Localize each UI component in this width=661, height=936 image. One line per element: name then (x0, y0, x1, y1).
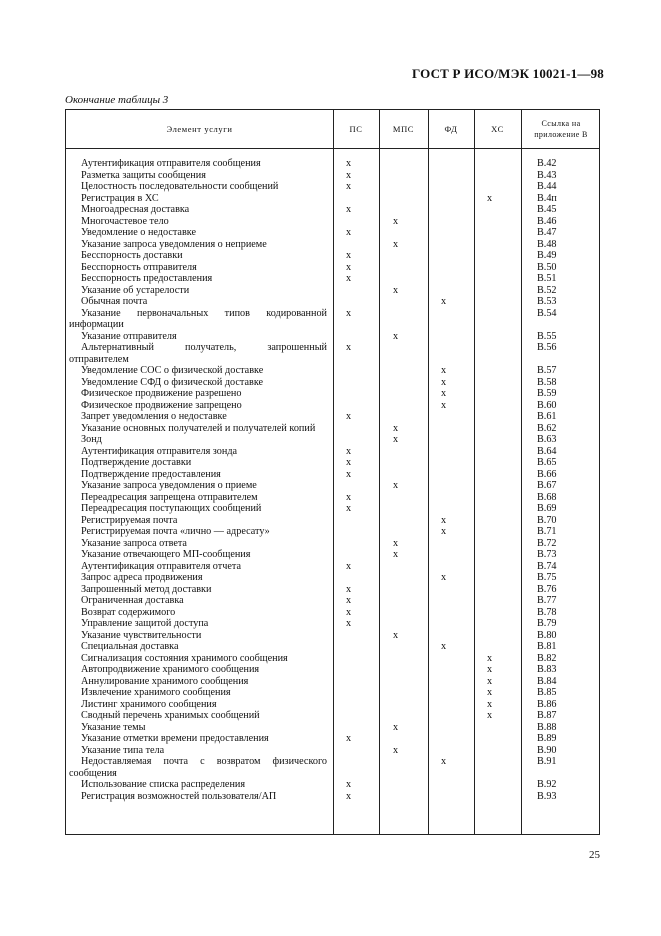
mark-ps: x (346, 342, 352, 353)
mark-fd: x (441, 756, 447, 767)
service-element-name: Ограниченная доставка (81, 595, 184, 606)
table-row (66, 469, 601, 481)
appendix-reference: B.65 (537, 457, 557, 468)
mark-fd: x (441, 388, 447, 399)
table-row (66, 641, 601, 653)
service-element-name: Аутентификация отправителя зонда (81, 445, 238, 457)
appendix-reference: B.49 (537, 250, 557, 261)
mark-fd: x (441, 641, 447, 652)
table-row (66, 503, 601, 515)
header-divider (66, 148, 599, 149)
service-element-name: Целостность последовательности сообщений (81, 181, 279, 192)
mark-ps: x (346, 618, 352, 629)
service-element-name: Разметка защиты сообщения (81, 169, 206, 181)
column-header-ps: ПС (349, 123, 363, 134)
mark-xs: x (487, 698, 493, 710)
appendix-reference: B.44 (537, 181, 557, 192)
mark-mps: x (393, 215, 399, 227)
appendix-reference: B.84 (537, 675, 557, 687)
appendix-reference: B.43 (537, 169, 557, 181)
appendix-reference: B.46 (537, 215, 557, 227)
mark-ps: x (346, 560, 352, 572)
appendix-reference: B.80 (537, 629, 557, 641)
appendix-reference: B.93 (537, 790, 557, 802)
appendix-reference: B.76 (537, 583, 557, 595)
mark-fd: x (441, 572, 447, 583)
appendix-reference: B.75 (537, 572, 557, 583)
table-row (66, 710, 601, 722)
column-header-mps: МПС (392, 123, 415, 134)
service-element-name: Физическое продвижение запрещено (81, 399, 242, 411)
column-header-xs: ХС (491, 123, 504, 134)
service-element-name: Регистрируемая почта (81, 514, 178, 526)
appendix-reference: B.61 (537, 411, 557, 422)
appendix-reference: B.73 (537, 549, 557, 560)
appendix-reference: B.48 (537, 238, 557, 250)
services-table (65, 109, 600, 835)
table-row (66, 584, 601, 596)
appendix-reference: B.52 (537, 284, 557, 296)
table-row (66, 193, 601, 205)
service-element-name: Листинг хранимого сообщения (81, 698, 217, 710)
service-element-name: Извлечение хранимого сообщения (81, 687, 231, 698)
table-row (66, 745, 601, 757)
service-element-name: Указание основных получателей и получателей копий (81, 422, 316, 434)
table-row (66, 158, 601, 170)
table-row (66, 457, 601, 469)
appendix-reference: B.64 (537, 445, 557, 457)
mark-fd: x (441, 376, 447, 388)
table-row (66, 388, 601, 400)
appendix-reference: B.85 (537, 687, 557, 698)
mark-ps: x (346, 733, 352, 744)
service-element-name: Специальная доставка (81, 641, 179, 652)
mark-xs: x (487, 687, 493, 698)
mark-mps: x (393, 721, 399, 733)
mark-fd: x (441, 514, 447, 526)
page-number: 25 (589, 849, 600, 861)
table-row (66, 434, 601, 446)
appendix-reference: B.68 (537, 491, 557, 503)
service-element-name: Автопродвижение хранимого сообщения (81, 664, 260, 675)
mark-ps: x (346, 261, 352, 273)
table-row (66, 653, 601, 665)
mark-xs: x (487, 675, 493, 687)
column-header-element: Элемент услуги (166, 123, 233, 134)
appendix-reference: B.42 (537, 158, 557, 169)
service-element-name: Обычная почта (81, 296, 148, 307)
service-element-name: Указание чувствительности (81, 629, 202, 641)
table-row (66, 170, 601, 182)
mark-fd: x (441, 296, 447, 307)
table-row (66, 538, 601, 550)
appendix-reference: B.71 (537, 526, 557, 537)
table-row (66, 400, 601, 412)
mark-ps: x (346, 158, 352, 169)
mark-ps: x (346, 468, 352, 480)
mark-ps: x (346, 606, 352, 618)
table-row (66, 699, 601, 711)
service-element-name: Аутентификация отправителя сообщения (81, 158, 261, 169)
table-row (66, 273, 601, 285)
table-body (66, 158, 601, 802)
appendix-reference: B.63 (537, 434, 557, 445)
table-row (66, 492, 601, 504)
mark-mps: x (393, 629, 399, 641)
appendix-reference: B.82 (537, 652, 557, 664)
mark-ps: x (346, 273, 352, 284)
mark-mps: x (393, 284, 399, 296)
service-element-name: Физическое продвижение разрешено (81, 388, 242, 399)
table-row (66, 296, 601, 308)
appendix-reference: B.87 (537, 710, 557, 721)
mark-ps: x (346, 779, 352, 790)
table-row (66, 262, 601, 274)
service-element-name: Уведомление о недоставке (81, 227, 196, 238)
appendix-reference: B.90 (537, 744, 557, 756)
appendix-reference: B.89 (537, 733, 557, 744)
mark-ps: x (346, 411, 352, 422)
mark-mps: x (393, 422, 399, 434)
service-element-name: Переадресация запрещена отправителем (81, 491, 258, 503)
appendix-reference: B.53 (537, 296, 557, 307)
column-header-fd: ФД (444, 123, 458, 134)
service-element-name: Сигнализация состояния хранимого сообщения (81, 652, 288, 664)
mark-xs: x (487, 710, 493, 721)
appendix-reference: B.78 (537, 606, 557, 618)
service-element-name: Переадресация поступающих сообщений (81, 503, 262, 514)
mark-xs: x (487, 664, 493, 675)
appendix-reference: B.79 (537, 618, 557, 629)
service-element-name: Уведомление СФД о физической доставке (81, 376, 264, 388)
appendix-reference: B.72 (537, 537, 557, 549)
mark-mps: x (393, 537, 399, 549)
table-row (66, 515, 601, 527)
mark-ps: x (346, 250, 352, 261)
appendix-reference: B.77 (537, 595, 557, 606)
table-row (66, 227, 601, 239)
mark-xs: x (487, 652, 493, 664)
service-element-name: Указание отвечающего МП-сообщения (81, 549, 251, 560)
table-caption: Окончание таблицы 3 (65, 94, 169, 106)
mark-ps: x (346, 307, 352, 319)
table-row (66, 572, 601, 584)
mark-mps: x (393, 434, 399, 445)
mark-fd: x (441, 526, 447, 537)
table-row (66, 308, 601, 331)
appendix-reference: B.83 (537, 664, 557, 675)
service-element-name: Сводный перечень хранимых сообщений (81, 710, 260, 721)
appendix-reference: B.70 (537, 514, 557, 526)
appendix-reference: B.58 (537, 376, 557, 388)
mark-ps: x (346, 227, 352, 238)
table-row (66, 285, 601, 297)
appendix-reference: B.62 (537, 422, 557, 434)
service-element-name: Подтверждение доставки (81, 457, 192, 468)
table-row (66, 239, 601, 251)
appendix-reference: B.74 (537, 560, 557, 572)
mark-ps: x (346, 595, 352, 606)
table-row (66, 756, 601, 779)
table-row (66, 664, 601, 676)
table-row (66, 526, 601, 538)
appendix-reference: B.54 (537, 307, 557, 319)
service-element-name: Указание отправителя (81, 330, 177, 342)
table-row (66, 779, 601, 791)
appendix-reference: B.91 (537, 756, 557, 767)
table-row (66, 204, 601, 216)
service-element-name: Бесспорность предоставления (81, 273, 213, 284)
service-element-name: Указание типа тела (81, 744, 165, 756)
mark-mps: x (393, 744, 399, 756)
table-row (66, 250, 601, 262)
appendix-reference: B.86 (537, 698, 557, 710)
table-row (66, 446, 601, 458)
table-row (66, 411, 601, 423)
service-element-name: Бесспорность доставки (81, 250, 183, 261)
service-element-name: Многоадресная доставка (81, 204, 190, 215)
mark-ps: x (346, 790, 352, 802)
table-row (66, 722, 601, 734)
service-element-name: Регистрация возможностей пользователя/АП (81, 790, 277, 802)
appendix-reference: B.57 (537, 365, 557, 376)
table-row (66, 595, 601, 607)
service-element-name: Указание запроса уведомления о неприеме (81, 238, 267, 250)
table-row (66, 423, 601, 435)
mark-ps: x (346, 457, 352, 468)
mark-mps: x (393, 480, 399, 491)
service-element-name: Запрет уведомления о недоставке (81, 411, 227, 422)
appendix-reference: B.66 (537, 468, 557, 480)
mark-mps: x (393, 330, 399, 342)
mark-ps: x (346, 204, 352, 215)
appendix-reference: B.69 (537, 503, 557, 514)
service-element-name: Запрос адреса продвижения (81, 572, 203, 583)
mark-fd: x (441, 365, 447, 376)
service-element-name: Альтернативный получатель, запрошенный отправителем (69, 342, 327, 365)
service-element-name: Бесспорность отправителя (81, 261, 197, 273)
table-row (66, 618, 601, 630)
table-row (66, 216, 601, 228)
service-element-name: Запрошенный метод доставки (81, 583, 212, 595)
mark-ps: x (346, 491, 352, 503)
table-row (66, 331, 601, 343)
appendix-reference: B.45 (537, 204, 557, 215)
mark-ps: x (346, 181, 352, 192)
service-element-name: Возврат содержимого (81, 606, 176, 618)
appendix-reference: B.51 (537, 273, 557, 284)
appendix-reference: B.55 (537, 330, 557, 342)
appendix-reference: B.4п (537, 192, 557, 204)
document-standard-header: ГОСТ Р ИСО/МЭК 10021-1—98 (411, 66, 604, 81)
appendix-reference: B.47 (537, 227, 557, 238)
mark-mps: x (393, 238, 399, 250)
service-element-name: Зонд (81, 434, 102, 445)
table-row (66, 480, 601, 492)
mark-fd: x (441, 399, 447, 411)
service-element-name: Регистрация в ХС (81, 192, 159, 204)
mark-ps: x (346, 445, 352, 457)
table-row (66, 561, 601, 573)
table-row (66, 181, 601, 193)
service-element-name: Многочастевое тело (81, 215, 169, 227)
table-row (66, 377, 601, 389)
service-element-name: Указание темы (81, 721, 146, 733)
service-element-name: Подтверждение предоставления (81, 468, 221, 480)
mark-ps: x (346, 169, 352, 181)
service-element-name: Указание отметки времени предоставления (81, 733, 269, 744)
table-row (66, 365, 601, 377)
column-header-ref: Ссылка на приложение В (534, 119, 588, 139)
table-row (66, 607, 601, 619)
table-row (66, 549, 601, 561)
mark-xs: x (487, 192, 493, 204)
mark-ps: x (346, 503, 352, 514)
service-element-name: Регистрируемая почта «лично — адресату» (81, 526, 270, 537)
mark-mps: x (393, 549, 399, 560)
mark-ps: x (346, 583, 352, 595)
service-element-name: Указание об устарелости (81, 284, 190, 296)
service-element-name: Указание запроса ответа (81, 537, 187, 549)
appendix-reference: B.81 (537, 641, 557, 652)
appendix-reference: B.59 (537, 388, 557, 399)
table-row (66, 676, 601, 688)
appendix-reference: B.92 (537, 779, 557, 790)
appendix-reference: B.60 (537, 399, 557, 411)
service-element-name: Уведомление СОС о физической доставке (81, 365, 264, 376)
appendix-reference: B.50 (537, 261, 557, 273)
service-element-name: Аутентификация отправителя отчета (81, 560, 241, 572)
service-element-name: Аннулирование хранимого сообщения (81, 675, 249, 687)
appendix-reference: B.56 (537, 342, 557, 353)
table-row (66, 733, 601, 745)
service-element-name: Указание первоначальных типов кодированной информации (69, 307, 327, 330)
table-row (66, 791, 601, 803)
table-row (66, 342, 601, 365)
service-element-name: Управление защитой доступа (81, 618, 209, 629)
appendix-reference: B.67 (537, 480, 557, 491)
service-element-name: Указание запроса уведомления о приеме (81, 480, 257, 491)
table-row (66, 687, 601, 699)
service-element-name: Использование списка распределения (81, 779, 246, 790)
service-element-name: Недоставляемая почта с возвратом физического сообщения (69, 756, 327, 779)
table-row (66, 630, 601, 642)
appendix-reference: B.88 (537, 721, 557, 733)
